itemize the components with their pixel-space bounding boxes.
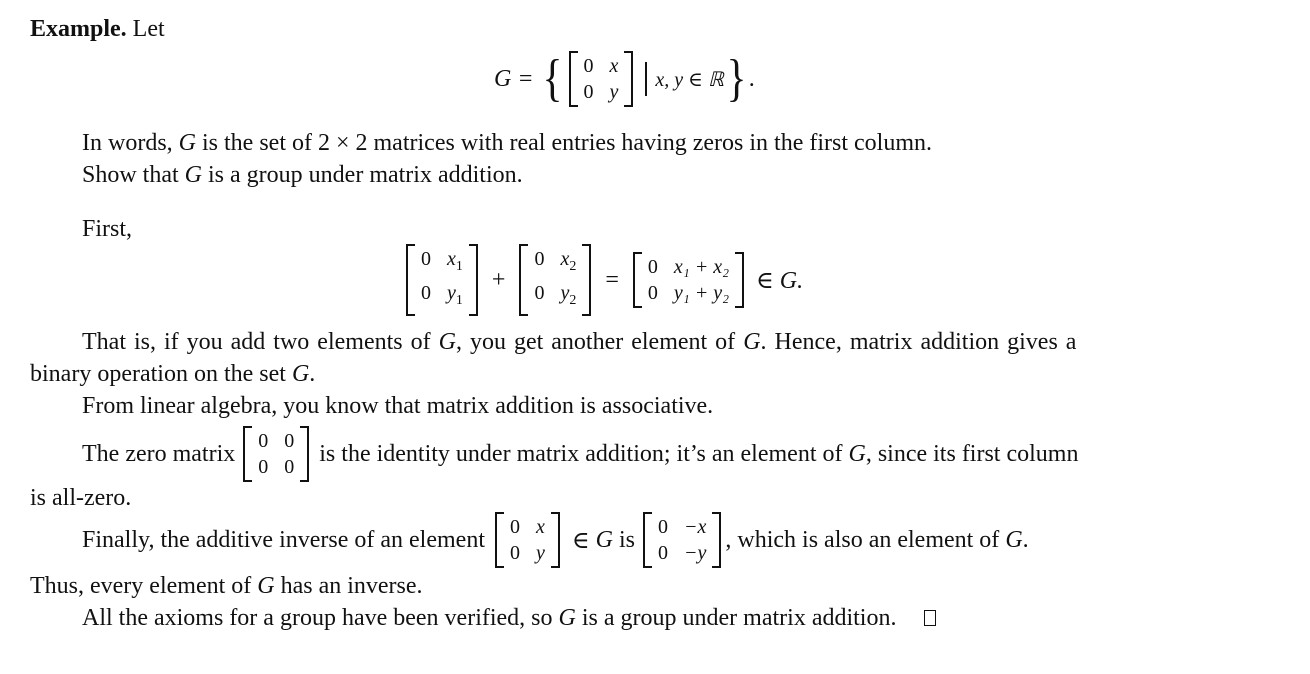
paragraph-4-line-2: is all-zero. [30, 485, 132, 511]
matrix-sum: 0 x₁ + x₂ 0 y₁ + y₂ [633, 252, 744, 308]
qed-box-icon [924, 610, 936, 626]
paragraph-2-line-2: binary operation on the set G. [30, 361, 316, 387]
set-lhs: G = [494, 65, 534, 92]
paragraph-3: From linear algebra, you know that matrix addition is associative. [82, 393, 714, 419]
example-intro: Let [132, 16, 165, 42]
close-brace: } [726, 50, 747, 107]
open-brace: { [542, 50, 563, 107]
paragraph-1-line-1: In words, G is the set of 2 × 2 matrices with real entries having zeros in the first column. [82, 130, 933, 156]
such-that-bar [645, 62, 647, 96]
closure-equation: 0 $x_1$ 0 $y_1$ + 0 $x_2$ 0 $y_2$ = 0 x₁ + x₂ 0 y₁ + y₂ ∈ G. [402, 248, 803, 312]
zero-matrix: 0 0 0 0 [243, 426, 309, 482]
paragraph-5-line-2: Thus, every element of G has an inverse. [30, 573, 423, 599]
example-heading [30, 14, 165, 44]
example-label: Example. [30, 16, 127, 42]
paragraph-5-line-1: Finally, the additive inverse of an element 0 x 0 y ∈ G is 0 −x 0 −y , which is also an element of G . [82, 508, 1276, 572]
first-label: First, [82, 216, 133, 242]
matrix-a: 0 $x_1$ 0 $y_1$ [406, 244, 478, 316]
set-matrix: 0 x 0 y [569, 51, 634, 107]
inverse-matrix: 0 −x 0 −y [643, 512, 721, 568]
set-condition: x, y ∈ ℝ [655, 68, 724, 91]
paragraph-4-line-1: The zero matrix 0 0 0 0 is the identity under matrix addition; it’s an element of G , since its first column [82, 424, 1078, 484]
paragraph-2-line-1: That is, if you add two elements of G, you get another element of G. Hence, matrix addition gives a [82, 329, 1077, 355]
set-definition: G = { 0 x 0 y x, y ∈ ℝ } . [494, 50, 755, 107]
paragraph-6: All the axioms for a group have been verified, so G is a group under matrix addition. [82, 603, 936, 633]
element-matrix: 0 x 0 y [495, 512, 560, 568]
matrix-b: 0 $x_2$ 0 $y_2$ [519, 244, 591, 316]
paragraph-1-line-2: Show that G is a group under matrix addition. [82, 162, 523, 188]
